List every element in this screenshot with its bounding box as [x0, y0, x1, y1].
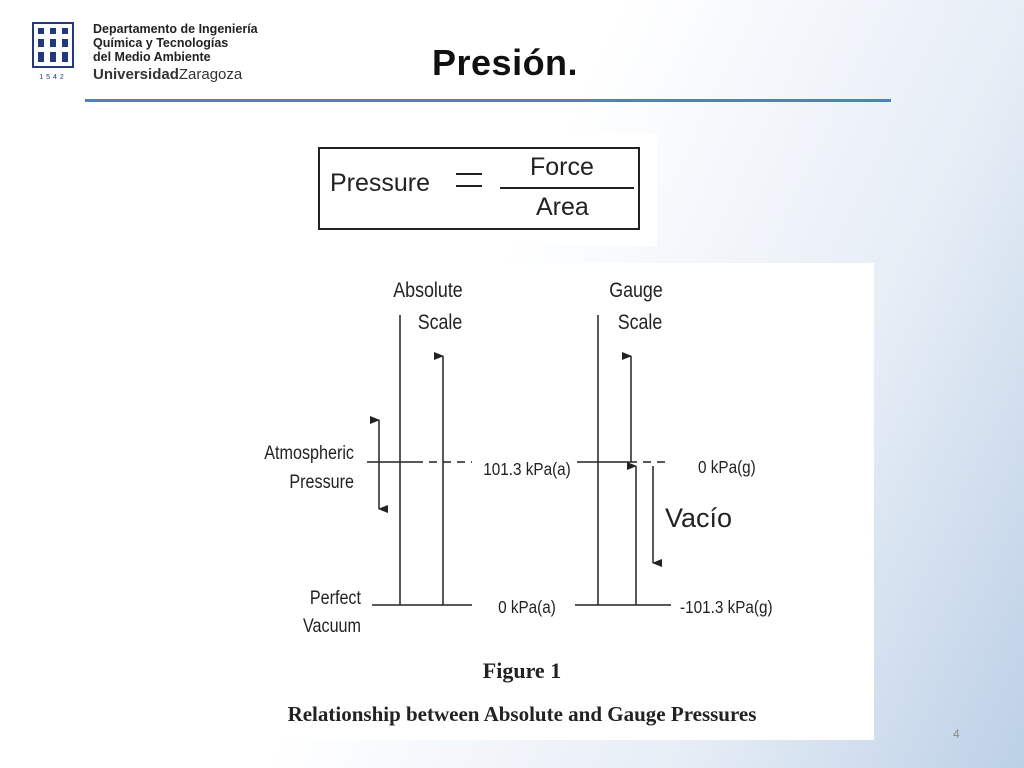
figure-number: Figure 1 — [482, 658, 562, 683]
department-line: Química y Tecnologías — [93, 36, 229, 50]
absolute-scale-label-line1: Absolute — [393, 278, 463, 303]
abs-vac-value: 0 kPa(a) — [498, 596, 556, 618]
fraction-bar — [500, 187, 634, 189]
university-name-bold: Universidad — [93, 66, 179, 83]
university-emblem-icon — [31, 21, 77, 81]
page-number: 4 — [953, 727, 960, 741]
pressure-formula — [302, 133, 657, 246]
university-city: Zaragoza — [178, 66, 243, 83]
slide-title: Presión. — [432, 42, 579, 83]
formula-lhs: Pressure — [330, 169, 431, 197]
gauge-vac-value: -101.3 kPa(g) — [680, 596, 773, 618]
university-name — [93, 67, 242, 83]
gauge-atm-value: 0 kPa(g) — [698, 456, 756, 478]
equals-sign — [456, 171, 482, 185]
abs-atm-value: 101.3 kPa(a) — [483, 458, 571, 480]
figure-caption: Relationship between Absolute and Gauge Pressures — [287, 702, 757, 726]
formula-numerator: Force — [530, 153, 594, 181]
department-name — [93, 22, 258, 64]
pressure-scales-figure — [174, 263, 874, 740]
formula-denominator: Area — [536, 193, 589, 221]
university-logo — [27, 17, 270, 85]
vacuum-label-line1: Perfect — [309, 586, 361, 609]
formula-frame — [318, 147, 640, 230]
vacuum-label-line2: Vacuum — [302, 614, 361, 637]
gauge-scale-label-line1: Gauge — [609, 278, 663, 303]
title-underline — [85, 99, 891, 102]
logo-year: 1542 — [39, 74, 67, 81]
absolute-scale-label-line2: Scale — [417, 310, 463, 335]
vacio-label: Vacío — [665, 503, 733, 533]
pressure-scales-diagram — [174, 263, 874, 740]
department-line: del Medio Ambiente — [93, 50, 211, 64]
gauge-scale-label-line2: Scale — [617, 310, 663, 335]
atmospheric-label-line2: Pressure — [289, 470, 354, 493]
atmospheric-label-line1: Atmospheric — [264, 441, 354, 464]
department-line: Departamento de Ingeniería — [93, 22, 258, 36]
